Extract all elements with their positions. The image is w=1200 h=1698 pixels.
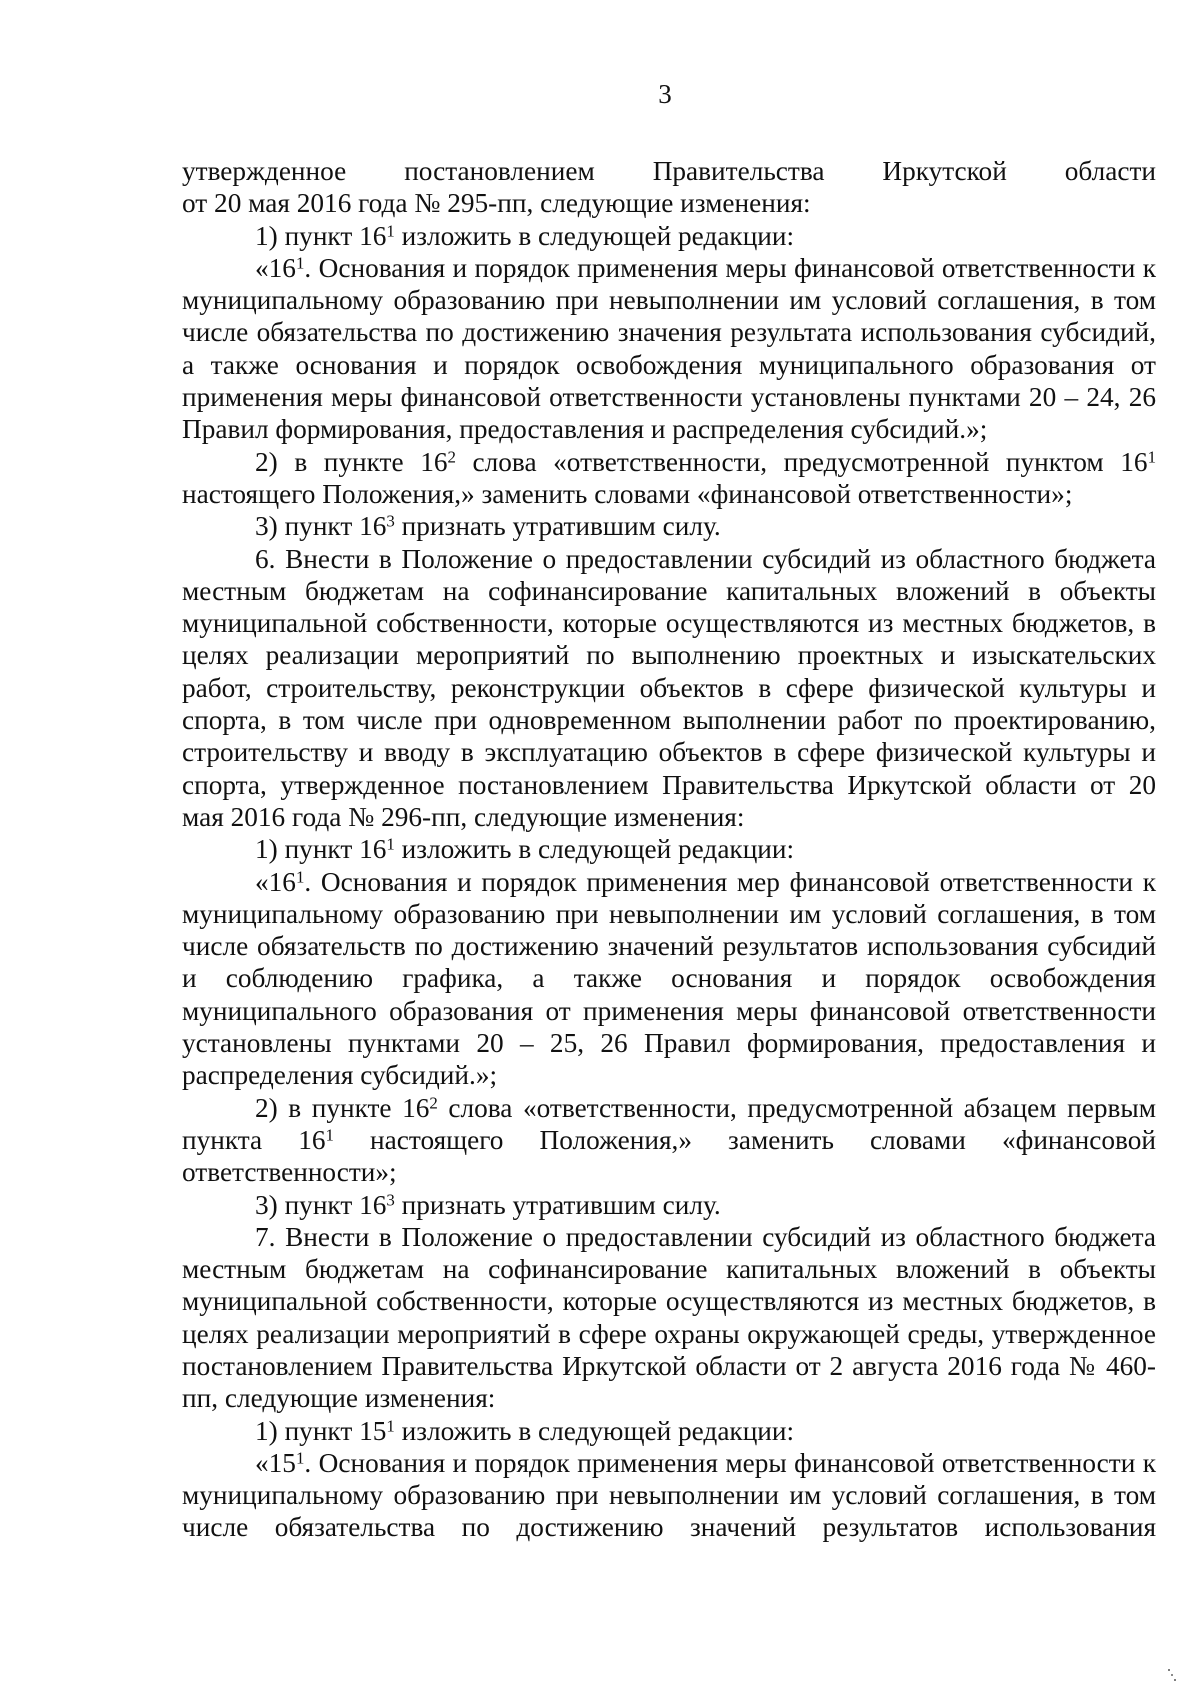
paragraph-p2	[182, 187, 1156, 219]
text-run: 1) пункт 15	[255, 1415, 387, 1446]
text-run: 1) пункт 16	[255, 834, 387, 865]
superscript: 1	[295, 867, 305, 887]
text-run: признать утратившим силу.	[394, 511, 721, 542]
text-run: изложить в следующей редакции:	[394, 1415, 795, 1446]
text-run: изложить в следующей редакции:	[394, 220, 795, 251]
text-run: . Основания и порядок применения мер финансовой ответственности к муниципальному образованию при невыполнении им условий соглашения, в том числе обязательств по достижению значений результатов использования субсидий и соблюдению графика, а также основания и порядок освобождения муниципального образования от применения меры финансовой ответственности установлены пунктами 20 – 25, 26 Правил формирования, предоставления и распределения субсидий.»;	[182, 866, 1156, 1091]
paragraph-p10	[182, 1092, 1156, 1189]
text-run: изложить в следующей редакции:	[394, 834, 795, 865]
superscript: 3	[386, 1190, 395, 1210]
paragraph-p12	[182, 1221, 1156, 1415]
text-run: . Основания и порядок применения меры финансовой ответственности к муниципальному образованию при невыполнении им условий соглашения, в том числе обязательства по достижению значений результатов использования	[182, 1447, 1156, 1543]
text-run: утвержденное постановлением Правительства Иркутской области	[182, 156, 1156, 186]
superscript: 1	[1147, 447, 1157, 467]
text-run: «16	[255, 252, 296, 283]
paragraph-p3	[182, 220, 1156, 252]
superscript: 3	[386, 511, 395, 531]
superscript: 1	[386, 834, 395, 854]
superscript: 2	[429, 1093, 438, 1113]
text-run: слова «ответственности, предусмотренной абзацем первым пункта 16	[182, 1092, 1156, 1155]
text-run: «16	[255, 866, 296, 897]
document-body	[182, 155, 1156, 1544]
paragraph-p5	[182, 446, 1156, 511]
paragraph-p8	[182, 833, 1156, 865]
superscript: 1	[386, 221, 395, 241]
text-run: 6. Внести в Положение о предоставлении субсидий из областного бюджета местным бюджетам на софинансирование капитальных вложений в объекты муниципальной собственности, которые осуществляются из местных бюджетов, в целях реализации мероприятий по выполнению проектных и изыскательских работ, строительству, реконструкции объектов в сфере физической культуры и спорта, в том числе при одновременном выполнении работ по проектированию, строительству и вводу в эксплуатацию объектов в сфере физической культуры и спорта, утвержденное постановлением Правительства Иркутской области от 20 мая 2016 года № 296-пп, следующие изменения:	[182, 543, 1156, 832]
text-run: признать утратившим силу.	[394, 1189, 721, 1220]
text-run: 1) пункт 16	[255, 220, 387, 251]
text-run: настоящего Положения,» заменить словами «финансовой ответственности»;	[182, 1124, 1156, 1188]
paragraph-p14	[182, 1447, 1156, 1544]
superscript: 1	[386, 1416, 395, 1436]
text-run: «15	[255, 1447, 296, 1478]
superscript: 2	[447, 447, 456, 467]
text-run: слова «ответственности, предусмотренной пунктом 16	[455, 446, 1148, 477]
superscript: 1	[295, 1448, 305, 1468]
paragraph-p4	[182, 252, 1156, 446]
text-run: 2) в пункте 16	[255, 446, 448, 477]
text-run: . Основания и порядок применения меры финансовой ответственности к муниципальному образованию при невыполнении им условий соглашения, в том числе обязательства по достижению значения результата использования субсидий, а также основания и порядок освобождения муниципального образования от применения меры финансовой ответственности установлены пунктами 20 – 24, 26 Правил формирования, предоставления и распределения субсидий.»;	[182, 252, 1156, 445]
text-run: 2) в пункте 16	[255, 1092, 430, 1123]
text-run: 7. Внести в Положение о предоставлении субсидий из областного бюджета местным бюджетам на софинансирование капитальных вложений в объекты муниципальной собственности, которые осуществляются из местных бюджетов, в целях реализации мероприятий в сфере охраны окружающей среды, утвержденное постановлением Правительства Иркутской области от 2 августа 2016 года № 460-пп, следующие изменения:	[182, 1221, 1156, 1414]
text-run: настоящего Положения,» заменить словами «финансовой ответственности»;	[182, 478, 1073, 509]
paragraph-p11	[182, 1189, 1156, 1221]
superscript: 1	[325, 1125, 334, 1145]
scan-speck-mark	[1167, 1668, 1177, 1682]
paragraph-p13	[182, 1415, 1156, 1447]
text-run: 3) пункт 16	[255, 1189, 387, 1220]
paragraph-p9	[182, 866, 1156, 1092]
text-run: от 20 мая 2016 года № 295-пп, следующие изменения:	[182, 188, 811, 219]
paragraph-p1	[182, 155, 1156, 187]
paragraph-p6	[182, 510, 1156, 542]
page-number: 3	[658, 79, 672, 109]
superscript: 1	[295, 253, 305, 273]
text-run: 3) пункт 16	[255, 511, 387, 542]
paragraph-p7	[182, 543, 1156, 834]
